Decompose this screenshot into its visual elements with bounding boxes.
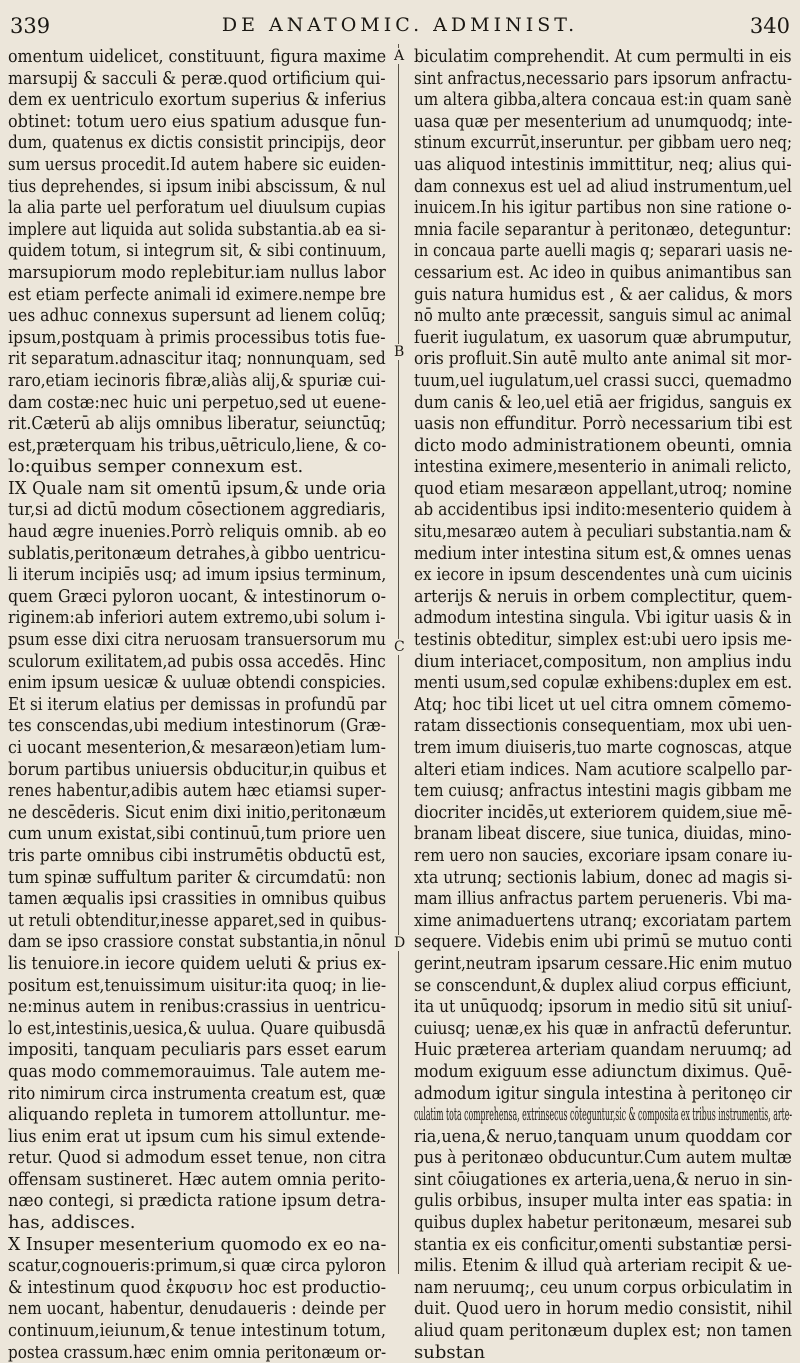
margin-marker-d: D [394, 935, 406, 951]
text-line: borum partibus uniuersis obducitur,in quibus et [8, 758, 387, 780]
text-line: sculorum exilitatem,ad pubis ossa accedēs. Hinc [8, 650, 386, 672]
text-line: ab accidentibus ipsi indito:mesenterio quidem à [414, 499, 792, 521]
text-line: nam neruumq;, ceu unum corpus orbiculatim in [414, 1276, 793, 1298]
text-line: ne:minus autem in renibus:crassius in uentricu- [8, 996, 386, 1018]
text-line: arterijs & neruis in orbem complectitur, quem- [414, 585, 793, 607]
text-line: duit. Quod uero in horum medio consistit, nihil [414, 1298, 793, 1320]
text-line: admodum igitur singula intestina à peritonęo cir [414, 1082, 792, 1104]
text-line: ratam dissectionis consequentiam, mox ubi uen- [414, 715, 792, 737]
text-line: stinum excurrūt,inseruntur. per gibbam uero neq; [414, 132, 792, 154]
text-line: alteri etiam indices. Nam acutiore scalpello par- [414, 758, 793, 780]
text-line: est,præterquam his tribus,uētriculo,liene, & co- [8, 434, 387, 456]
text-line: situ,mesaræo autem à peculiari substantia.nam & [414, 521, 792, 543]
text-line: tius deprehendes, si ipsum inibi abscissum, & nul [8, 175, 386, 197]
text-line: continuum,ieiunum,& tenue intestinum totum, [8, 1320, 386, 1342]
text-line: obtinet: totum uero eius spatium adusque fun- [8, 110, 387, 132]
right-page-number: 340 [749, 14, 790, 38]
text-line: offensam sustineret. Hæc autem omnia perito- [8, 1168, 386, 1190]
text-line: dem ex uentriculo exortum superius & inferius [8, 89, 387, 111]
text-line: riginem:ab inferiori autem extremo,ubi solum i- [8, 607, 386, 629]
text-line: quod etiam mesaræon appellant,utroq; nomine [414, 477, 792, 499]
text-line: uasis non effunditur. Porrò necessarium tibi est [414, 413, 792, 435]
text-line: aliud quam peritonæum duplex est; non tamen [414, 1320, 792, 1342]
text-line: Atq; hoc tibi licet ut uel citra omnem cōmemo- [414, 693, 792, 715]
text-line: intestina eximere,mesenterio in animali relicto, [414, 456, 792, 478]
page-header [0, 14, 800, 50]
text-line: mnia facile separantur à peritonæo, deteguntur: [414, 218, 792, 240]
running-title: DE ANATOMIC. ADMINIST. [221, 14, 579, 36]
text-line: næo contegi, si prædicta ratione ipsum detra- [8, 1190, 386, 1212]
left-page-number: 339 [10, 14, 51, 38]
text-line: ut retuli obtenditur,inesse apparet,sed in quibus- [8, 909, 387, 931]
margin-marker-b: B [394, 344, 405, 360]
text-line: pus à peritonæo obducuntur.Cum autem multæ [414, 1147, 792, 1169]
text-line: menti usum,sed copulæ exhibens:duplex em est. [414, 672, 793, 694]
text-line: in concaua parte auelli magis q; separari uasis ne- [414, 240, 793, 262]
text-line: quidem totum, si integrum sit, & sibi continuum, [8, 240, 387, 262]
margin-marker-c: C [394, 639, 405, 655]
text-line: ria,uena,& neruo,tanquam unum quoddam cor [414, 1125, 792, 1147]
text-line: dum canis & leo,uel etiā aer frigidus, sanguis ex [414, 391, 792, 413]
text-line: cessarium est. Ac ideo in quibus animantibus san [414, 261, 792, 283]
text-line: uasa quæ per mesenterium ad unumquodq; inte- [414, 110, 793, 132]
margin-marker-a: A [394, 48, 405, 64]
text-line: ues adhuc connexus supersunt ad lienem colūq; [8, 305, 386, 327]
text-line: modum exiguum esse adiunctum diximus. Quē- [414, 1060, 792, 1082]
text-line: tris parte omnibus cibi instrumētis obductū est, [8, 844, 386, 866]
text-line: xta utrunq; sectionis labium, donec ad magis si- [414, 866, 793, 888]
text-line: uas aliquod intestinis immittitur, neq; alius qui- [414, 153, 792, 175]
text-line: positum est,tenuissimum uisitur:ita quoq; in lie- [8, 974, 387, 996]
text-line: sint cōiugationes ex arteria,uena,& neruo in sin- [414, 1168, 793, 1190]
text-line: gerint,neutram ipsarum cessare.Hic enim mutuo [414, 952, 793, 974]
text-line: li iterum incipiēs usq; ad imum ipsius terminum, [8, 564, 387, 586]
text-line: branam libeat discere, siue tunica, diuidas, mino- [414, 823, 792, 845]
text-line: lo:quibus semper connexum est. [8, 456, 304, 478]
text-line: tur,si ad dictū modum cōsectionem aggrediaris, [8, 499, 386, 521]
text-line: stantia ex eis conficitur,omenti substantiæ persi- [414, 1233, 792, 1255]
text-line: quas modo commemorauimus. Tale autem me- [8, 1060, 386, 1082]
text-line: quem Græci pyloron uocant, & intestinorum o- [8, 585, 387, 607]
left-column [8, 46, 387, 1363]
text-line: lius enim erat ut ipsum cum his simul extende- [8, 1125, 386, 1147]
column-divider [398, 44, 399, 1274]
text-line: ci uocant mesenterion,& mesaræon)etiam lum- [8, 737, 387, 758]
text-line: implere aut liquida aut solida substantia.ab ea si- [8, 218, 386, 240]
text-line: tum spinæ suffultum pariter & circumdatū: non [8, 866, 386, 888]
text-line: impositi, tanquam peculiaris pars esset earum [8, 1039, 387, 1061]
text-line: IX Quale nam sit omentū ipsum,& unde oria [8, 477, 387, 499]
text-line: tuum,uel iugulatum,uel crassi succi, quemadmo [414, 369, 792, 391]
text-line: X Insuper mesenterium quomodo ex eo na- [8, 1233, 387, 1255]
text-line: dicto modo administrationem obeunti, omnia [414, 434, 792, 456]
text-line: ipsum,postquam à primis processibus totis fue- [8, 326, 386, 348]
text-line: rito nimirum circa instrumenta creatum est, quæ [8, 1082, 386, 1104]
text-line: marsupiorum modo replebitur.iam nullus labor [8, 261, 386, 283]
text-line: sum uersus procedit.Id autem habere sic euiden- [8, 153, 386, 175]
text-line: tem cuiusq; anfractus intestini magis gibbam me [414, 780, 792, 802]
text-line: sublatis,peritonæum detrahes,à gibbo uentricu- [8, 542, 386, 564]
text-line: & intestinum quod ἐκφυσιν hoc est productio- [8, 1276, 387, 1298]
text-line: admodum intestina singula. Vbi igitur uasis & in [414, 607, 792, 629]
text-line: nō multo ante præcessit, sanguis simul ac animal [414, 305, 792, 327]
text-line: lis tenuiore.in iecore quidem ueluti & prius ex- [8, 952, 387, 974]
text-line: retur. Quod si admodum esset tenue, non citra [8, 1147, 387, 1169]
text-line: inuicem.In his igitur partibus non sine ratione o- [414, 197, 792, 219]
text-line: enim ipsum uesicæ & uuluæ obtendi conspicies. [8, 672, 386, 694]
text-line: diocriter incidēs,ut exteriorem quidem,siue mē- [414, 801, 793, 823]
text-line: trem imum diuiseris,tuo marte cognoscas, atque [414, 737, 792, 758]
text-line: um altera gibba,altera concaua est:in quam sanè [414, 89, 792, 111]
text-line: rit separatum.adnascitur itaq; nonnunquam, sed [8, 348, 386, 370]
text-line: dium interiacet,compositum, non amplius indu [414, 650, 792, 672]
text-line: substan [414, 1341, 486, 1363]
text-line: dam costæ:nec huic uni perpetuo,sed ut euene- [8, 391, 387, 413]
text-line: culatim tota comprehensa, extrinsecus cōteguntur,sic & composita ex tribus instrumentis, arte- [414, 1104, 793, 1126]
text-line: lo est,intestinis,uesica,& uulua. Quare quibusdā [8, 1017, 386, 1039]
text-line: biculatim comprehendit. At cum permulti in eis [414, 46, 792, 67]
text-line: dam connexus est uel ad aliud instrumentum,uel [414, 175, 792, 197]
right-column [414, 46, 793, 1363]
text-line: ex iecore in ipsum descendentes unà cum uicinis [414, 564, 793, 586]
text-line: testinis obteditur, simplex est:ubi uero ipsis me- [414, 629, 792, 651]
text-line: Huic præterea arteriam quandam neruumq; ad [414, 1039, 792, 1061]
text-line: raro,etiam iecinoris fibræ,aliàs alij,& spuriæ cui- [8, 369, 386, 391]
text-line: xime animaduertens utranq; excoriatam partem [414, 909, 792, 931]
text-line: ne descēderis. Sicut enim dixi initio,peritonæum [8, 801, 387, 823]
text-line: gulis orbibus, insuper multa inter eas spatia: in [414, 1190, 793, 1212]
text-line: ita ut unūquodq; ipsorum in medio sitū sit uniuſ- [414, 996, 793, 1018]
text-line: medium inter intestina situm est,& omnes uenas [414, 542, 792, 564]
text-line: psum esse dixi citra neruosam transuersorum mu [8, 629, 386, 651]
text-line: renes habentur,adibis autem hæc etiamsi super- [8, 780, 387, 802]
text-line: quibus duplex habetur peritonæum, mesarei sub [414, 1212, 792, 1234]
text-line: tes conscendas,ubi medium intestinorum (Græ- [8, 715, 387, 737]
text-line: mam illius anfractus partem perueneris. Vbi ma- [414, 888, 792, 910]
text-line: cuiusq; uenæ,ex his quæ in anfractū deferuntur. [414, 1017, 793, 1039]
text-line: rem uero non saucies, excoriare ipsam conare iu- [414, 844, 793, 866]
text-line: postea crassum.hæc enim omnia peritonæum or- [8, 1341, 387, 1363]
text-line: sint anfractus,necessario pars ipsorum anfractu- [414, 67, 793, 89]
text-line: rit.Cæterū ab alijs omnibus liberatur, seiunctūq; [8, 413, 387, 435]
text-line: cum unum existat,sibi continuū,tum priore uen [8, 823, 386, 845]
text-line: nem uocant, habentur, denudaueris : deinde per [8, 1298, 386, 1320]
text-line: sequere. Videbis enim ubi primū se mutuo conti [414, 931, 793, 953]
text-line: la alia parte uel perforatum uel diuulsum cupias [8, 197, 386, 219]
text-line: oris profluit.Sin autē multo ante animal sit mor- [414, 348, 792, 370]
text-line: marsupij & sacculi & peræ.quod ortificium qui- [8, 67, 386, 89]
text-line: dam se ipso crassiore constat substantia,in nōnul [8, 931, 386, 953]
text-line: scatur,cognoueris:primum,si quæ circa pyloron [8, 1255, 387, 1277]
text-line: fuerit iugulatum, ex uasorum quæ abrumputur, [414, 326, 792, 348]
text-line: est etiam perfecte animali id eximere.nempe bre [8, 283, 386, 305]
text-line: omentum uidelicet, constituunt, figura maxime [8, 46, 387, 67]
text-line: dum, quatenus ex dictis consistit principijs, deor [8, 132, 386, 154]
text-line: haud ægre inuenies.Porrò reliquis omnib. ab eo [8, 521, 387, 543]
text-line: tamen æqualis ipsi crassities in omnibus quibus [8, 888, 387, 910]
text-line: guis natura humidus est , & aer calidus, & mors [414, 283, 793, 305]
text-line: aliquando repleta in tumorem attolluntur. me- [8, 1104, 386, 1126]
text-line: has, addisces. [8, 1212, 136, 1234]
text-line: Et si iterum elatius per demissas in profundū par [8, 693, 387, 715]
text-line: se conscendunt,& duplex aliud corpus efficiunt, [414, 974, 792, 996]
text-line: milis. Etenim & illud quà arteriam recipit & ue- [414, 1255, 793, 1277]
